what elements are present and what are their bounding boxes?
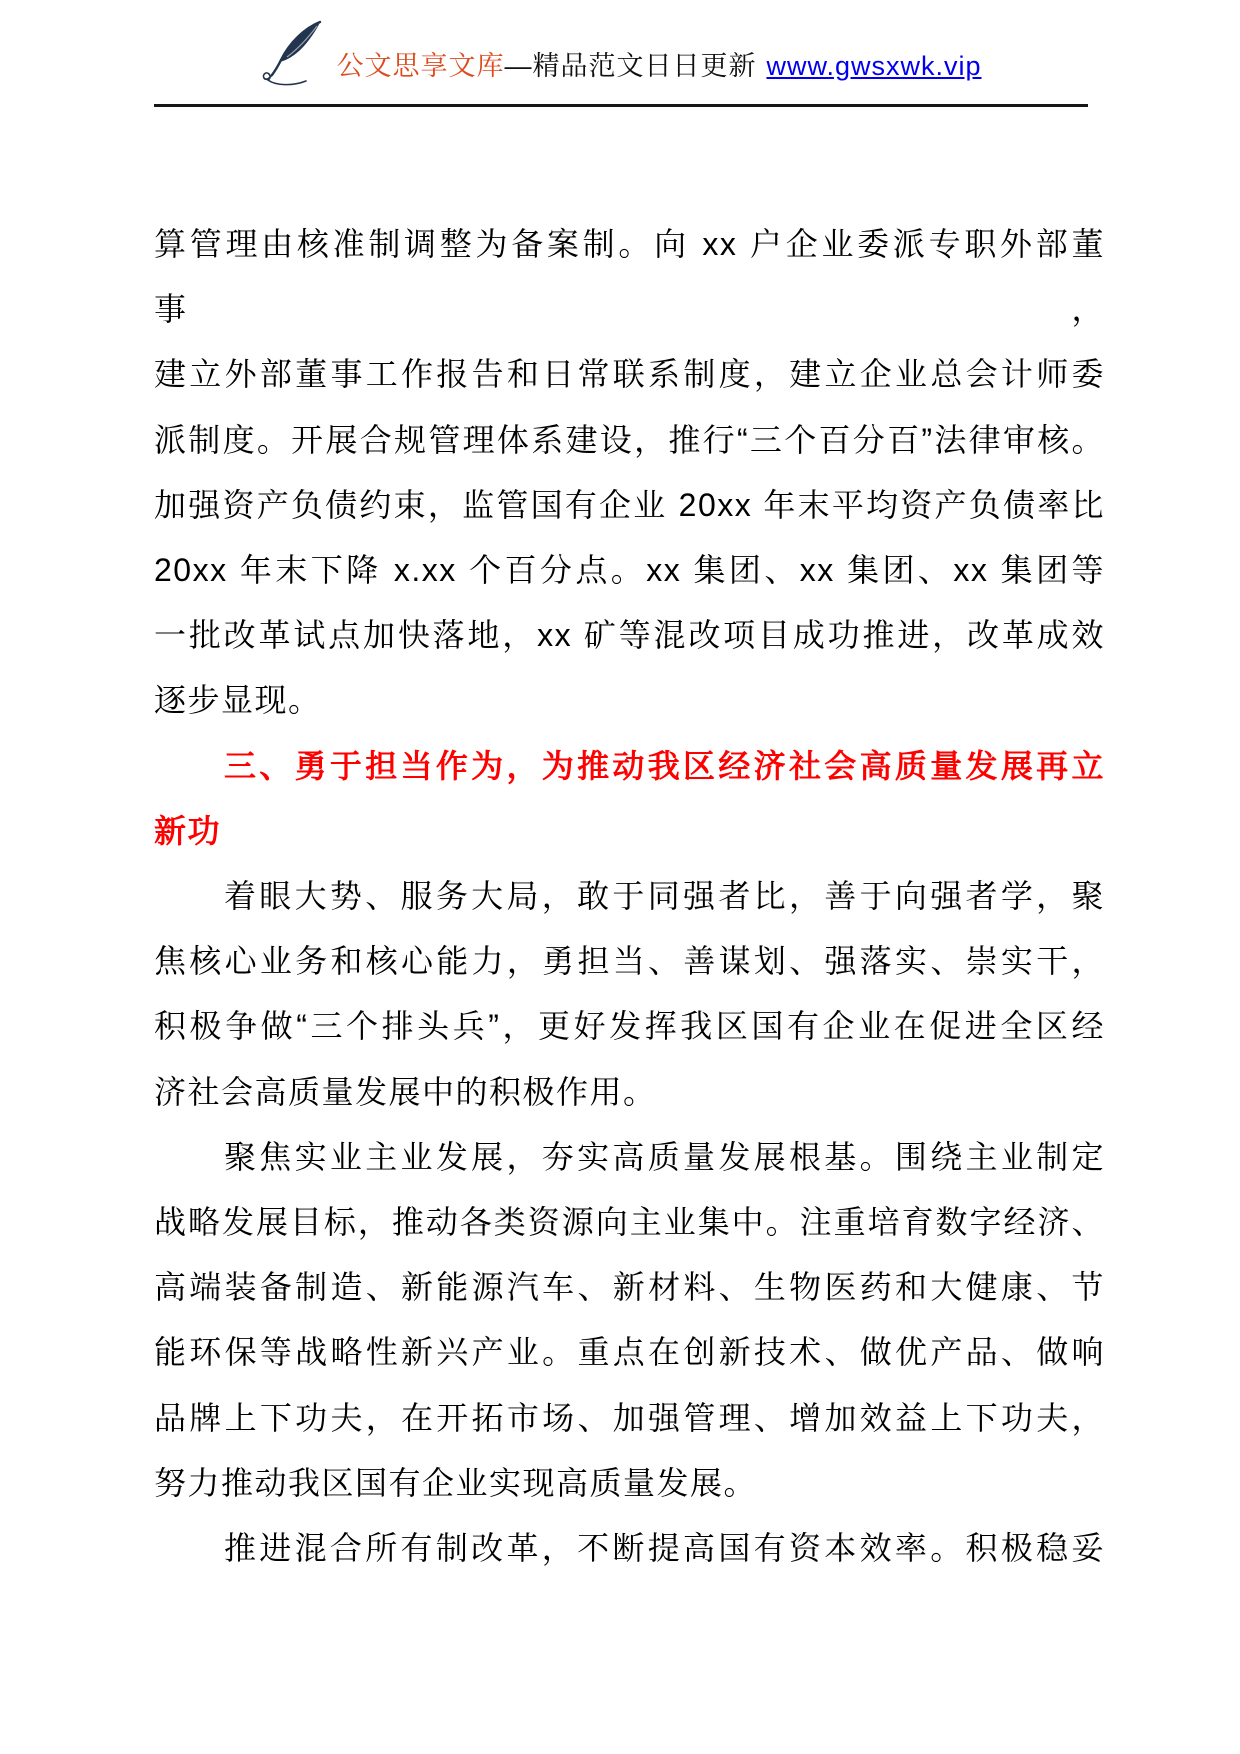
text-line: 积极争做“三个排头兵”，更好发挥我区国有企业在促进全区经 <box>154 1008 1105 1045</box>
text-line: 算管理由核准制调整为备案制。向 xx 户企业委派专职外部董事， <box>154 226 1105 328</box>
header-divider <box>154 104 1088 107</box>
text-line: 加强资产负债约束，监管国有企业 20xx 年末平均资产负债率比 <box>154 486 1105 523</box>
text-line: 推进混合所有制改革，不断提高国有资本效率。积极稳妥 <box>224 1530 1105 1567</box>
text-line: 焦核心业务和核心能力，勇担当、善谋划、强落实、崇实干， <box>154 943 1105 980</box>
text-line: 建立外部董事工作报告和日常联系制度，建立企业总会计师委 <box>154 356 1105 393</box>
text-line: 聚焦实业主业发展，夯实高质量发展根基。围绕主业制定 <box>224 1138 1105 1175</box>
text-line: 努力推动我区国有企业实现高质量发展。 <box>154 1464 758 1501</box>
document-body <box>154 212 1105 1581</box>
text-line: 战略发展目标，推动各类资源向主业集中。注重培育数字经济、 <box>154 1204 1105 1241</box>
text-line: 着眼大势、服务大局，敢于同强者比，善于向强者学，聚 <box>224 878 1105 915</box>
text-line: 20xx 年末下降 x.xx 个百分点。xx 集团、xx 集团、xx 集团等 <box>154 552 1105 589</box>
section-heading: 新功 <box>154 812 222 849</box>
text-line: 能环保等战略性新兴产业。重点在创新技术、做优产品、做响 <box>154 1334 1105 1371</box>
page-header <box>154 0 1088 104</box>
text-line: 派制度。开展合规管理体系建设，推行“三个百分百”法律审核。 <box>154 421 1105 458</box>
text-line: 济社会高质量发展中的积极作用。 <box>154 1073 657 1110</box>
text-line: 一批改革试点加快落地，xx 矿等混改项目成功推进，改革成效 <box>154 617 1105 654</box>
text-line: 品牌上下功夫，在开拓市场、加强管理、增加效益上下功夫， <box>154 1399 1105 1436</box>
brand-tagline: —精品范文日日更新 <box>504 50 757 81</box>
header-title <box>336 51 981 82</box>
section-heading: 三、勇于担当作为，为推动我区经济社会高质量发展再立 <box>224 747 1105 784</box>
text-line: 逐步显现。 <box>154 682 322 719</box>
website-link[interactable]: www.gwsxwk.vip <box>766 50 982 81</box>
brand-name: 公文思享文库 <box>336 50 505 81</box>
quill-logo-icon <box>260 20 326 87</box>
text-line: 高端装备制造、新能源汽车、新材料、生物医药和大健康、节 <box>154 1269 1105 1306</box>
